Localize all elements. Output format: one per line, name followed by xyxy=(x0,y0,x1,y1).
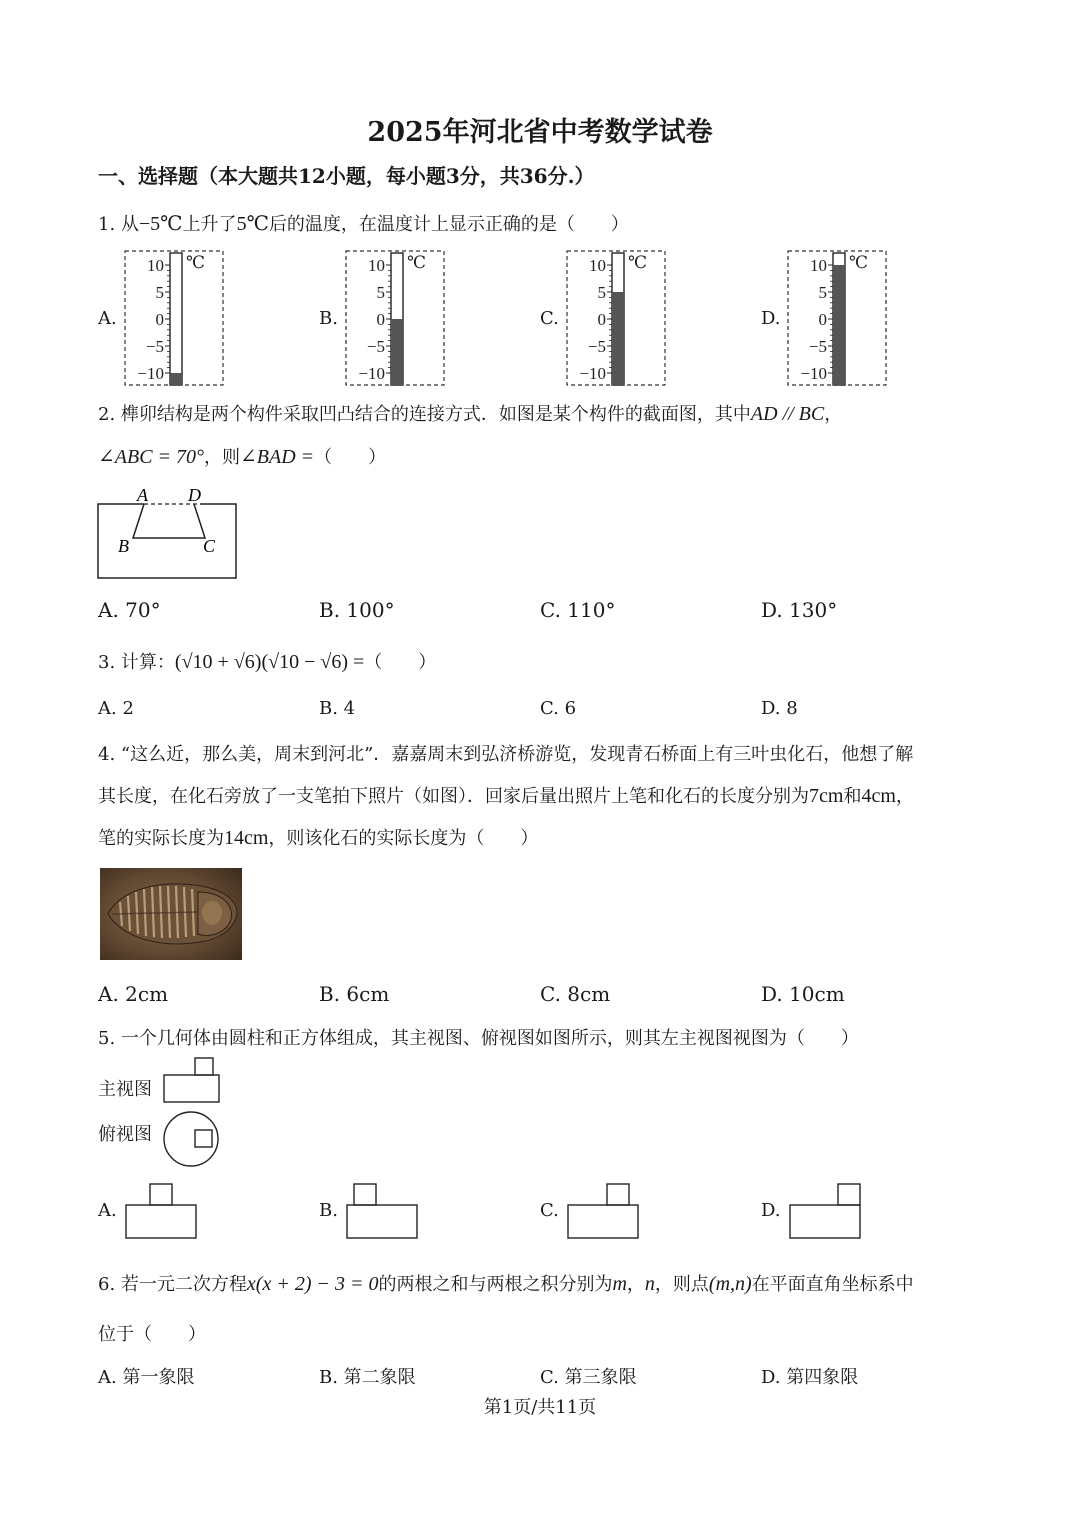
point-c-label: C xyxy=(203,536,216,556)
q3-option-a[interactable]: A. 2 xyxy=(98,698,134,719)
q5-option-b-diagram[interactable] xyxy=(345,1182,421,1240)
trilobite-fossil-photo xyxy=(100,868,242,960)
q5-option-b-label[interactable]: B. xyxy=(319,1200,338,1221)
tick-label: 0 xyxy=(597,310,606,329)
q1-option-a-thermometer[interactable] xyxy=(124,250,226,388)
q1-option-b-thermometer[interactable] xyxy=(345,250,447,388)
point-d-label: D xyxy=(188,485,201,505)
q6-option-b[interactable]: B. 第二象限 xyxy=(319,1367,416,1388)
tick-label: 5 xyxy=(818,283,827,302)
tick-label: −5 xyxy=(808,337,827,356)
question-5-text: 5. 一个几何体由圆柱和正方体组成，其主视图、俯视图如图所示，则其左主视图视图为（ ） xyxy=(98,1028,859,1049)
tick-label: −10 xyxy=(358,364,385,383)
celsius-unit-label: ℃ xyxy=(849,253,869,272)
q1-option-c-thermometer[interactable] xyxy=(566,250,668,388)
q3-option-b[interactable]: B. 4 xyxy=(319,698,356,719)
tick-label: 5 xyxy=(376,283,385,302)
q1-option-b-label[interactable]: B. xyxy=(319,308,338,329)
top-view-diagram xyxy=(162,1110,222,1168)
mercury-column xyxy=(612,292,624,385)
question-3-text: 3. 计算：(√10 + √6)(√10 − √6) =（ ） xyxy=(98,651,437,673)
celsius-unit-label: ℃ xyxy=(628,253,648,272)
tick-label: −10 xyxy=(137,364,164,383)
q5-option-a-label[interactable]: A. xyxy=(98,1200,117,1221)
question-6-line-1: 6. 若一元二次方程x(x + 2) − 3 = 0的两根之和与两根之积分别为m，n，则点(m,n)在平面直角坐标系中 xyxy=(98,1273,914,1295)
celsius-unit-label: ℃ xyxy=(407,253,427,272)
tick-label: −5 xyxy=(366,337,385,356)
q6-option-a[interactable]: A. 第一象限 xyxy=(98,1367,195,1388)
q5-option-a-diagram[interactable] xyxy=(124,1182,200,1240)
front-view-label: 主视图 xyxy=(98,1079,152,1100)
question-2-line-1: 2. 榫卯结构是两个构件采取凹凸结合的连接方式．如图是某个构件的截面图，其中AD // BC， xyxy=(98,403,843,425)
tick-label: −10 xyxy=(800,364,827,383)
q2-option-b[interactable]: B. 100° xyxy=(319,598,395,622)
mortise-diagram xyxy=(96,484,246,584)
tick-label: 10 xyxy=(589,256,606,275)
tick-label: −5 xyxy=(145,337,164,356)
tick-label: −10 xyxy=(579,364,606,383)
question-4-line-3: 笔的实际长度为14cm，则该化石的实际长度为（ ） xyxy=(98,827,539,849)
front-view-diagram xyxy=(162,1056,222,1104)
page-title: 2025年河北省中考数学试卷 xyxy=(367,117,713,148)
top-view-label: 俯视图 xyxy=(98,1124,152,1145)
mercury-column xyxy=(833,265,845,385)
q4-option-d[interactable]: D. 10cm xyxy=(761,982,845,1006)
page-number: 第1页/共11页 xyxy=(483,1397,597,1418)
q3-option-c[interactable]: C. 6 xyxy=(540,698,577,719)
q4-option-a[interactable]: A. 2cm xyxy=(98,982,169,1006)
tick-label: 5 xyxy=(597,283,606,302)
q1-option-d-thermometer[interactable] xyxy=(787,250,889,388)
tick-label: 0 xyxy=(155,310,164,329)
tick-label: 10 xyxy=(810,256,827,275)
tick-label: −5 xyxy=(587,337,606,356)
question-1-text: 1. 从−5℃上升了5℃后的温度，在温度计上显示正确的是（ ） xyxy=(98,213,629,235)
tick-label: 5 xyxy=(155,283,164,302)
q5-option-c-diagram[interactable] xyxy=(566,1182,642,1240)
q1-option-d-label[interactable]: D. xyxy=(761,308,781,329)
question-6-line-2: 位于（ ） xyxy=(98,1324,206,1345)
q2-option-a[interactable]: A. 70° xyxy=(98,598,161,622)
q3-option-d[interactable]: D. 8 xyxy=(761,698,798,719)
section-heading: 一、选择题（本大题共12小题，每小题3分，共36分.） xyxy=(98,164,595,188)
mercury-column xyxy=(170,373,182,385)
q5-option-d-diagram[interactable] xyxy=(788,1182,864,1240)
q6-option-d[interactable]: D. 第四象限 xyxy=(761,1367,859,1388)
question-4-line-1: 4. “这么近，那么美，周末到河北”．嘉嘉周末到弘济桥游览，发现青石桥面上有三叶虫化石，他想了解 xyxy=(98,744,914,765)
question-2-line-2: ∠ABC = 70°，则∠BAD =（ ） xyxy=(98,446,387,468)
q5-option-c-label[interactable]: C. xyxy=(540,1200,559,1221)
q5-option-d-label[interactable]: D. xyxy=(761,1200,781,1221)
q4-option-b[interactable]: B. 6cm xyxy=(319,982,390,1006)
tick-label: 0 xyxy=(376,310,385,329)
q1-option-c-label[interactable]: C. xyxy=(540,308,559,329)
q6-option-c[interactable]: C. 第三象限 xyxy=(540,1367,637,1388)
point-b-label: B xyxy=(118,536,129,556)
celsius-unit-label: ℃ xyxy=(186,253,206,272)
tick-label: 10 xyxy=(147,256,164,275)
tick-label: 0 xyxy=(818,310,827,329)
question-4-line-2: 其长度，在化石旁放了一支笔拍下照片（如图）．回家后量出照片上笔和化石的长度分别为7cm和4cm， xyxy=(98,785,914,807)
q2-option-c[interactable]: C. 110° xyxy=(540,598,616,622)
mercury-column xyxy=(391,319,403,385)
q2-option-d[interactable]: D. 130° xyxy=(761,598,838,622)
q1-option-a-label[interactable]: A. xyxy=(98,308,117,329)
q4-option-c[interactable]: C. 8cm xyxy=(540,982,611,1006)
tick-label: 10 xyxy=(368,256,385,275)
point-a-label: A xyxy=(137,485,148,505)
